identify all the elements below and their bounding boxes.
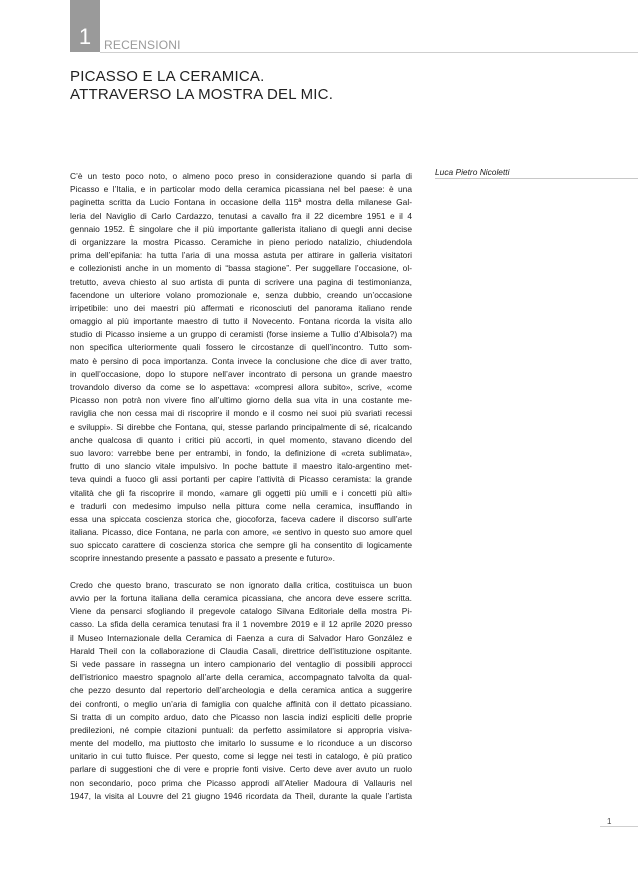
- text-line: studio di Picasso insieme a un gruppo di ceramisti (forse insieme a Tullio d’Albisola?) ma: [70, 329, 412, 340]
- paragraph: [70, 170, 412, 566]
- author-rule: [435, 178, 638, 179]
- paragraph: [70, 579, 412, 803]
- text-line: parlare di suggestioni che di vere e proprie fonti visive. Certo deve aver avuto un ruolo: [70, 764, 412, 775]
- text-line: vitalità che gli fa riscoprire il mondo, «amare gli oggetti più umili e i concetti più alti»: [70, 487, 412, 498]
- header-rule: [100, 52, 638, 53]
- text-line: 1947, la visita al Louvre del 21 giugno 1946 ricordata da Theil, durante la quale l’artista: [70, 790, 412, 801]
- text-line: non specifica ulteriormente quali fossero le circostanze di quell’incontro. Tutto som-: [70, 342, 412, 353]
- text-line: teva quindi a fuoco gli assi portanti per capire l’attività di Picasso ceramista: la grande: [70, 474, 412, 485]
- text-line: Viene da pensarci sfogliando il pregevole catalogo Silvana Editoriale della mostra Pi-: [70, 606, 412, 617]
- chapter-tab: [70, 0, 100, 52]
- text-line: irripetibile: uno dei maestri più affermati e riconosciuti del panorama italiano rende: [70, 302, 412, 313]
- text-line: facendone un ulteriore volano promozionale e, senza dubbio, creando un’occasione: [70, 289, 412, 300]
- text-line: Harald Theil con la collaborazione di Claudia Casali, direttrice dell’istituzione ospitante.: [70, 645, 412, 656]
- text-line: di organizzare la mostra Picasso. Ceramiche in pieno periodo natalizio, chiudendola: [70, 236, 412, 247]
- text-line: Credo che questo brano, trascurato se non ignorato dalla critica, costituisca un buon: [70, 579, 412, 590]
- section-label: RECENSIONI: [104, 38, 181, 52]
- text-line: in quell’occasione, dopo lo stupore nell’aver incontrato di persona un grande maestro: [70, 368, 412, 379]
- page-number: 1: [607, 817, 612, 826]
- article-body: [70, 170, 412, 803]
- paragraph-gap: [70, 566, 412, 579]
- footer-rule: [600, 826, 638, 827]
- text-line: il Museo Internazionale della Ceramica di Faenza a cura di Salvador Haro González e: [70, 632, 412, 643]
- text-line: omaggio al più importante maestro di tutto il Novecento. Fontana ricorda la visita allo: [70, 316, 412, 327]
- title-line-2: ATTRAVERSO LA MOSTRA DEL MIC.: [70, 86, 334, 103]
- text-line: paginetta scritta da Lucio Fontana in occasione della 115ª mostra della milanese Gal-: [70, 197, 412, 208]
- text-line: Si vede passare in rassegna un intero campionario del ventaglio di possibili approcci: [70, 658, 412, 669]
- text-line: trovandolo diverso da come se lo aspettava: «compresi allora subito», scrive, «come: [70, 382, 412, 392]
- text-line: leria del Naviglio di Carlo Cardazzo, tenutasi a cavallo fra il 22 dicembre 1951 e il 4: [70, 210, 412, 221]
- author-name: Luca Pietro Nicoletti: [435, 167, 510, 177]
- text-line: essa una spiccata coscienza storica che, giocoforza, faceva cadere il discorso sull’arte: [70, 513, 412, 524]
- text-line: dell’istrionico maestro spagnolo all’arte della ceramica, accompagnato talvolta da qual-: [70, 672, 412, 683]
- title-line-1: PICASSO E LA CERAMICA.: [70, 68, 265, 85]
- text-line: Si tratta di un compito arduo, dato che Picasso non lascia indizi espliciti delle proprie: [70, 711, 412, 722]
- text-line: non secondario, poco prima che Picasso approdi all’Atelier Madoura di Vallauris nel: [70, 777, 412, 788]
- text-line: e sviluppi». Si direbbe che Fontana, qui, stesse parlando principalmente di sé, ricalcando: [70, 421, 412, 432]
- article-title: [70, 68, 333, 104]
- text-line: casso. La sfida della ceramica tenutasi fra il 1 novembre 2019 e il 12 aprile 2020 presso: [70, 619, 412, 630]
- chapter-number: 1: [78, 24, 92, 49]
- text-line: che pezzo desunto dal repertorio dell’archeologia e della ceramica antica a suggerire: [70, 685, 412, 696]
- text-line: tretutto, aveva chiesto al suo artista di punta di scrivere una pagina di testimonianza,: [70, 276, 412, 287]
- text-line: italiana. Picasso, dice Fontana, ne parla con amore, «e sentivo in questo suo amore quel: [70, 527, 412, 538]
- text-line: gennaio 1952. È singolare che il più importante gallerista italiano di quegli anni decise: [70, 223, 412, 234]
- text-line: scoprire innestando presente a passato e passato a presente e futuro».: [70, 553, 335, 564]
- text-line: C’è un testo poco noto, o almeno poco preso in considerazione quando si parla di: [70, 171, 412, 181]
- text-line: dei confronti, o meglio un’aria di famiglia con qualche affinità con il dettato picassiano.: [70, 698, 412, 709]
- text-line: suo spiccato carattere di coscienza storica che sempre gli ha consentito di logicamente: [70, 540, 412, 551]
- text-line: anche qualcosa di quanto i critici più accorti, in quel momento, stavano dicendo del: [70, 434, 412, 445]
- text-line: Picasso e l’Italia, e in particolar modo della ceramica picassiana nel bel paese: è una: [70, 184, 412, 195]
- text-line: prima dell’epifania: ha tutta l’aria di una mossa astuta per attirare in galleria visitatori: [70, 250, 412, 261]
- text-line: avvio per la fortuna italiana della ceramica picassiana, che ancora deve essere scritta.: [70, 593, 412, 603]
- text-line: Picasso non potrà non vivere fino all’ultimo giorno della sua vita in una costante me-: [70, 395, 412, 406]
- text-line: mente del modello, ma piuttosto che imitarlo lo sussume e lo riconduce a un discorso: [70, 738, 412, 749]
- text-line: raviglia che non cessa mai di riscoprire il mondo e il cosmo nei suoi più svariati recessi: [70, 408, 412, 419]
- text-line: predilezioni, né compie citazioni puntuali: da perfetto assimilatore si appropria visiva-: [70, 724, 412, 735]
- text-line: e collezionisti anche in un momento di “bassa stagione”. Per suggellare l’occasione, ol-: [70, 263, 412, 274]
- text-line: mato è persino di poca importanza. Conta invece la conclusione che dice di aver tratto,: [70, 355, 412, 366]
- text-line: e tradurli con medesimo impulso nella pittura come nella ceramica, insufflando in: [70, 500, 412, 511]
- text-line: suo lavoro: varrebbe bene per entrambi, in fondo, la definizione di «creta sublimata»,: [70, 447, 412, 458]
- text-line: frutto di uno slancio vitale impulsivo. In poche battute il maestro italo-argentino met-: [70, 461, 412, 472]
- text-line: unitario in cui tutto fluisce. Per questo, come si legge nei testi in catalogo, è più pratico: [70, 751, 412, 762]
